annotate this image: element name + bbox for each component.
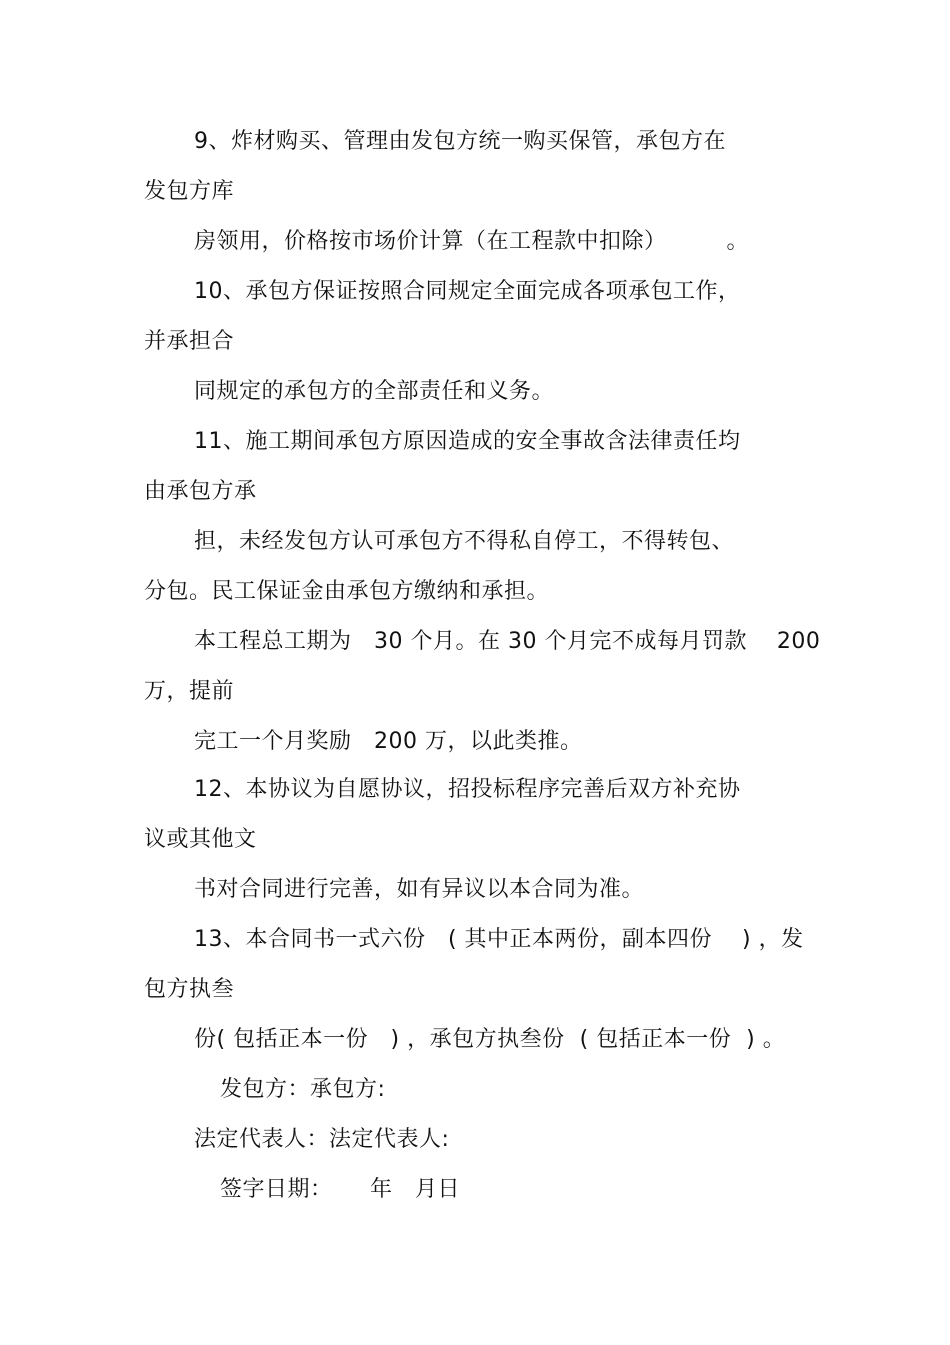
text-line: 议或其他文 [144,827,257,852]
text-line: 房领用，价格按市场价计算（在工程款中扣除） 。 [194,229,749,254]
text-line: 万，提前 [144,679,235,704]
text-line: 包方执叁 [144,977,235,1002]
text-line: 并承担合 [144,329,235,354]
text-line: 发包方库 [144,179,235,204]
text-line: 9、炸材购买、管理由发包方统一购买保管，承包方在 [194,129,726,154]
signature-parties-line: 发包方：承包方: [220,1077,386,1102]
signing-date-line: 签字日期： 年 月日 [220,1177,460,1202]
text-line: 本工程总工期为 30 个月。在 30 个月完不成每月罚款 200 [194,629,821,654]
text-line: 担，未经发包方认可承包方不得私自停工，不得转包、 [194,529,735,554]
text-line: 12、本协议为自愿协议，招投标程序完善后双方补充协 [194,777,741,802]
text-line: 11、施工期间承包方原因造成的安全事故含法律责任均 [194,429,741,454]
text-line: 13、本合同书一式六份 ( 其中正本两份，副本四份 ) ，发 [194,927,804,952]
text-line: 份( 包括正本一份 ) ，承包方执叁份 ( 包括正本一份 ) 。 [194,1027,786,1052]
text-line: 10、承包方保证按照合同规定全面完成各项承包工作， [194,279,741,304]
text-line: 同规定的承包方的全部责任和义务。 [194,379,555,404]
text-line: 书对合同进行完善，如有异议以本合同为准。 [194,877,645,902]
text-line: 完工一个月奖励 200 万，以此类推。 [194,729,583,754]
text-line: 分包。民工保证金由承包方缴纳和承担。 [144,579,550,604]
text-line: 由承包方承 [144,479,257,504]
legal-representative-line: 法定代表人：法定代表人: [194,1127,450,1152]
